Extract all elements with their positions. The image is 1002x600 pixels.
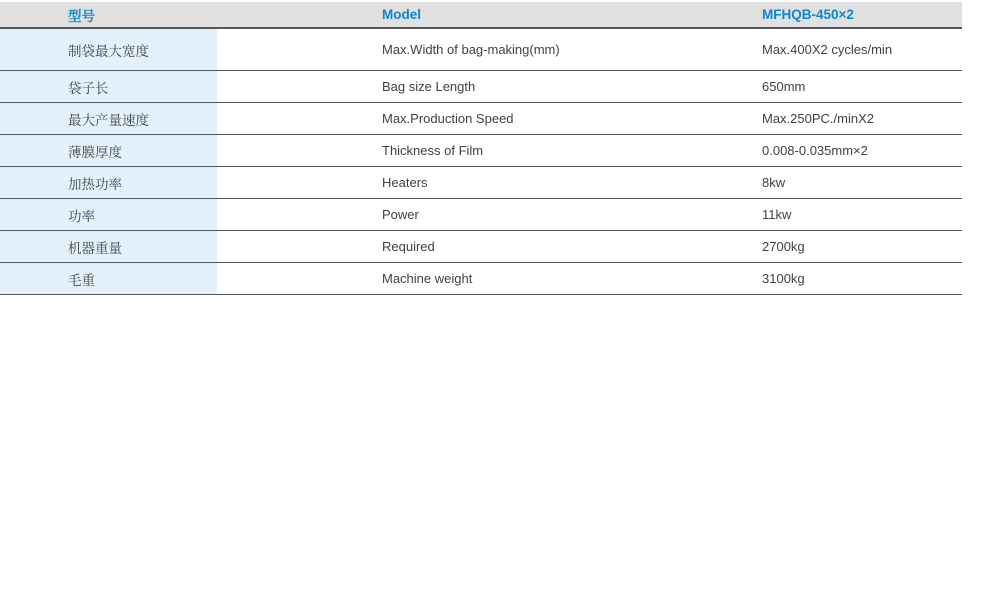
table-header-row: [0, 2, 962, 29]
table-row: [0, 103, 962, 135]
row-label-en: Max.Production Speed: [382, 111, 514, 126]
row-value: 0.008-0.035mm×2: [762, 143, 868, 158]
row-label-cn: 袋子长: [0, 71, 217, 102]
row-label-cn: 毛重: [0, 263, 217, 294]
row-value: Max.400X2 cycles/min: [762, 42, 893, 57]
header-model-cn: 型号: [68, 8, 95, 24]
row-value: 650mm: [762, 79, 806, 94]
row-label-cn: 最大产量速度: [0, 103, 217, 134]
table-row: [0, 231, 962, 263]
row-value: 2700kg: [762, 239, 805, 254]
row-label-en: Thickness of Film: [382, 143, 484, 158]
row-label-cn: 薄膜厚度: [0, 135, 217, 166]
table-row: [0, 71, 962, 103]
spec-table: [0, 2, 962, 295]
row-label-cn: 加热功率: [0, 167, 217, 198]
row-label-en: Heaters: [382, 175, 428, 190]
row-label-cn: 功率: [0, 199, 217, 230]
header-model-en: Model: [382, 7, 421, 22]
row-label-en: Power: [382, 207, 419, 222]
table-row: [0, 167, 962, 199]
row-label-cn: 制袋最大宽度: [0, 29, 217, 70]
row-value: 11kw: [762, 207, 792, 222]
row-label-en: Machine weight: [382, 271, 473, 286]
row-value: Max.250PC./minX2: [762, 111, 874, 126]
table-row: [0, 263, 962, 295]
table-row: [0, 29, 962, 71]
row-label-en: Bag size Length: [382, 79, 476, 94]
row-label-cn: 机器重量: [0, 231, 217, 262]
row-label-en: Max.Width of bag-making(mm): [382, 42, 560, 57]
row-value: 3100kg: [762, 271, 805, 286]
row-value: 8kw: [762, 175, 786, 190]
table-row: [0, 135, 962, 167]
table-row: [0, 199, 962, 231]
row-label-en: Required: [382, 239, 435, 254]
header-model-value: MFHQB-450×2: [762, 7, 854, 22]
